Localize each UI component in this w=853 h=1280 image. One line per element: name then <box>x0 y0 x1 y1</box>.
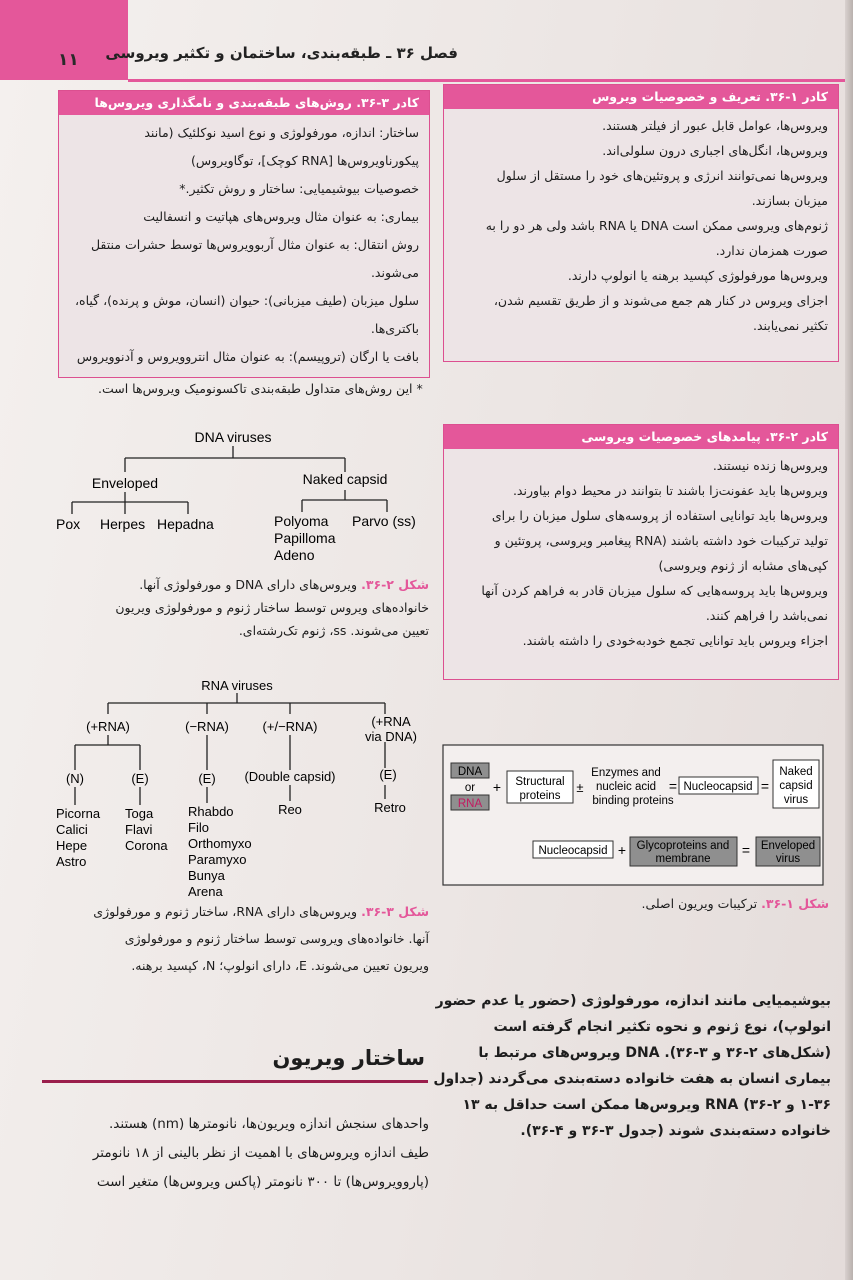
rna-e2: (E) <box>198 771 216 786</box>
fig-2-line: خانواده‌های ویروس توسط ساختار ژنوم و مورفولوژی ویریون <box>115 600 429 615</box>
fig-2-lead: شکل ۲-۳۶. <box>361 577 429 592</box>
body-line: (پاروویروس‌ها) تا ۳۰۰ نانومتر (پاکس ویروس‌ها) متغیر است <box>96 1174 429 1190</box>
box-2-line: ویروس‌ها باید عفونت‌زا باشند تا بتوانند در محیط دوام بیاورند. <box>512 483 828 498</box>
dna-papilloma: Papilloma <box>274 530 336 546</box>
body-line: ۱-۳۶ و ۲-۳۶) RNA ویروس‌ها ممکن است حداقل به ۱۳ <box>462 1097 831 1113</box>
rna-arena: Arena <box>188 884 223 899</box>
comp-equals-2: = <box>760 778 770 794</box>
comp-plus-1: + <box>492 779 502 795</box>
box-3-footnote: * این روش‌های متداول طبقه‌بندی تاکسونومیک ویروس‌ها است. <box>98 381 423 396</box>
rna-reo: Reo <box>278 802 302 817</box>
chapter-title: فصل ۳۶ ـ طبقه‌بندی، ساختمان و تکثیر ویروسی <box>105 44 458 62</box>
body-line: بیماری انسان به هفت خانواده دسته‌بندی می‌گردند (جداول <box>433 1071 831 1087</box>
box-3-line: بیماری: به عنوان مثال ویروس‌های هپاتیت و انسفالیت <box>143 209 419 224</box>
fig-1-text: ترکیبات ویریون اصلی. <box>641 896 758 911</box>
dna-hepadna: Hepadna <box>157 516 214 532</box>
box-3-line: روش انتقال: به عنوان مثال آربوویروس‌ها توسط حشرات منتقل <box>90 237 419 252</box>
dna-adeno: Adeno <box>274 547 315 563</box>
comp-enveloped-2: virus <box>775 853 801 865</box>
box-2-line: نمی‌باشد را فراهم کنند. <box>705 608 828 623</box>
fig-3-line: ویریون تعیین می‌شوند. E، دارای انولوپ؛ N، کپسید برهنه. <box>131 958 429 973</box>
comp-equals-3: = <box>741 842 751 858</box>
box-3-line: پیکورناویروس‌ها [RNA کوچک]، توگاویروس) <box>191 153 419 168</box>
dna-enveloped: Enveloped <box>91 475 159 491</box>
box-3-title: کادر ۳-۳۶. روش‌های طبقه‌بندی و نامگذاری ویروس‌ها <box>59 91 429 115</box>
rna-bunya: Bunya <box>188 868 225 883</box>
rna-plus: (+RNA) <box>86 719 130 734</box>
rna-double-capsid: (Double capsid) <box>244 769 336 784</box>
section-title: ساختار ویریون <box>272 1046 425 1070</box>
rna-retro: Retro <box>374 800 406 815</box>
fig-2-line: تعیین می‌شوند. ss، ژنوم تک‌رشته‌ای. <box>238 623 429 638</box>
body-line: طیف اندازه ویروس‌های با اهمیت از نظر بالینی از ۱۸ نانومتر <box>92 1145 429 1161</box>
fig-1-lead: شکل ۱-۳۶. <box>761 896 829 911</box>
section-rule <box>42 1080 428 1083</box>
page-number: ۱۱ <box>58 50 79 70</box>
comp-enzymes-3: binding proteins <box>592 795 674 807</box>
body-line: انولوپ)، نوع ژنوم و نحوه تکثیر انجام گرفته است <box>493 1019 831 1035</box>
rna-filo: Filo <box>188 820 209 835</box>
comp-nucleocapsid-2: Nucleocapsid <box>538 845 608 857</box>
box-3-line: ساختار: اندازه، مورفولوژی و نوع اسید نوکلئیک (مانند <box>144 125 419 140</box>
box-1-line: اجزای ویروس در کنار هم جمع می‌شوند و از طریق تقسیم شدن، <box>493 293 828 308</box>
comp-structural-2: proteins <box>519 790 561 802</box>
comp-plus-2: + <box>617 842 627 858</box>
box-2-title: کادر ۲-۳۶. پیامدهای خصوصیات ویروسی <box>444 425 838 449</box>
comp-plus-minus: ± <box>576 780 584 795</box>
rna-root: RNA viruses <box>201 678 273 693</box>
box-1-line: ژنوم‌های ویروسی ممکن است DNA یا RNA باشد ولی هر دو را به <box>485 218 828 233</box>
box-3-line: سلول میزبان (طیف میزبانی): حیوان (انسان، موش و پرنده)، گیاه، <box>75 293 419 308</box>
comp-enzymes-1: Enzymes and <box>591 767 661 779</box>
comp-enveloped-1: Enveloped <box>760 840 816 852</box>
box-3-line: خصوصیات بیوشیمیایی: ساختار و روش تکثیر.* <box>179 181 419 196</box>
rna-picorna: Picorna <box>56 806 101 821</box>
rna-e3: (E) <box>379 767 397 782</box>
rna-minus: (−RNA) <box>185 719 229 734</box>
comp-naked-1: Naked <box>779 766 813 778</box>
box-2-line: تولید ترکیبات خود داشته باشند (RNA پیغامبر ویروسی، پروتئین و <box>494 533 828 548</box>
box-1-line: ویروس‌ها، انگل‌های اجباری درون سلولی‌اند. <box>602 143 828 158</box>
dna-root: DNA viruses <box>194 429 272 445</box>
right-body-text <box>433 988 831 1144</box>
comp-rna: RNA <box>457 798 483 810</box>
body-line: بیوشیمیایی مانند اندازه، مورفولوژی (حضور یا عدم حضور <box>435 993 831 1009</box>
box-1-title: کادر ۱-۳۶. تعریف و خصوصیات ویروس <box>444 85 838 109</box>
rna-astro: Astro <box>56 854 87 869</box>
fig-3-line: آنها. خانواده‌های ویروسی توسط ساختار ژنوم و مورفولوژی <box>124 931 429 946</box>
left-body-text <box>93 1110 429 1197</box>
fig-1-caption <box>642 896 829 911</box>
rna-paramyxo: Paramyxo <box>188 852 247 867</box>
comp-or: or <box>464 782 476 794</box>
comp-dna: DNA <box>457 766 483 778</box>
comp-glyco-2: membrane <box>655 853 711 865</box>
body-line: خانواده دسته‌بندی شوند (جدول ۳-۳۶ و ۴-۳۶). <box>520 1123 831 1139</box>
box-3-line: بافت یا ارگان (تروپیسم): به عنوان مثال انتروویروس و آدنوویروس <box>76 349 419 364</box>
fig-3-lead: شکل ۳-۳۶. <box>361 904 429 919</box>
box-1-line: ویروس‌ها نمی‌توانند انرژی و پروتئین‌های خود را مستقل از سلول <box>496 168 828 183</box>
box-1-line: میزبان بسازند. <box>751 193 828 208</box>
rna-orthomyxo: Orthomyxo <box>188 836 252 851</box>
box-2-line: کپی‌های مشابه از ژنوم ویروسی) <box>658 558 828 573</box>
rna-corona: Corona <box>125 838 168 853</box>
rna-rhabdo: Rhabdo <box>188 804 234 819</box>
box-2-line: ویروس‌ها باید توانایی استفاده از پروسه‌های سلول میزبان را برای <box>491 508 828 523</box>
rna-e1: (E) <box>131 771 149 786</box>
box-1-line: ویروس‌ها مورفولوژی کپسید برهنه یا انولوپ دارند. <box>567 268 828 283</box>
dna-parvo: Parvo (ss) <box>352 513 416 529</box>
fig-2-line: ویروس‌های دارای DNA و مورفولوژی آنها. <box>139 577 358 592</box>
dna-pox: Pox <box>56 516 81 532</box>
dna-herpes: Herpes <box>100 516 146 532</box>
box-2-line: ویروس‌ها زنده نیستند. <box>712 458 828 473</box>
comp-enzymes-2: nucleic acid <box>595 781 657 793</box>
box-3-line: باکتری‌ها. <box>370 321 419 336</box>
rna-via-dna-2: via DNA) <box>364 729 418 744</box>
box-2-line: اجزاء ویروس باید توانایی تجمع خودبه‌خودی را داشته باشند. <box>522 633 828 648</box>
rna-flavi: Flavi <box>125 822 153 837</box>
comp-naked-2: capsid <box>779 780 813 792</box>
rna-calici: Calici <box>56 822 88 837</box>
comp-nucleocapsid: Nucleocapsid <box>683 781 753 793</box>
box-3-line: می‌شوند. <box>370 265 419 280</box>
comp-glyco-1: Glycoproteins and <box>636 840 730 852</box>
comp-structural-1: Structural <box>515 776 565 788</box>
rna-hepe: Hepe <box>56 838 88 853</box>
body-line: (شکل‌های ۲-۳۶ و ۳-۳۶). DNA ویروس‌های مرتبط با <box>478 1045 831 1061</box>
rna-n: (N) <box>65 771 85 786</box>
comp-equals-1: = <box>668 778 678 794</box>
body-line: واحدهای سنجش اندازه ویریون‌ها، نانومترها (nm) هستند. <box>109 1116 429 1132</box>
rna-plus-minus: (+/−RNA) <box>262 719 318 734</box>
box-2-line: ویروس‌ها باید پروسه‌هایی که سلول میزبان قادر به فراهم کردن آنها <box>481 583 828 598</box>
fig-3-line: ویروس‌های دارای RNA، ساختار ژنوم و مورفولوژی <box>93 904 358 919</box>
rna-toga: Toga <box>125 806 154 821</box>
dna-naked-capsid: Naked capsid <box>302 471 388 487</box>
box-1-line: صورت همزمان ندارد. <box>715 243 828 258</box>
box-1-line: ویروس‌ها، عوامل قابل عبور از فیلتر هستند. <box>602 118 828 133</box>
dna-polyoma: Polyoma <box>274 513 329 529</box>
box-1-line: تکثیر نمی‌یابند. <box>753 318 828 333</box>
comp-naked-3: virus <box>783 794 809 806</box>
rna-via-dna-1: (+RNA <box>371 714 411 729</box>
